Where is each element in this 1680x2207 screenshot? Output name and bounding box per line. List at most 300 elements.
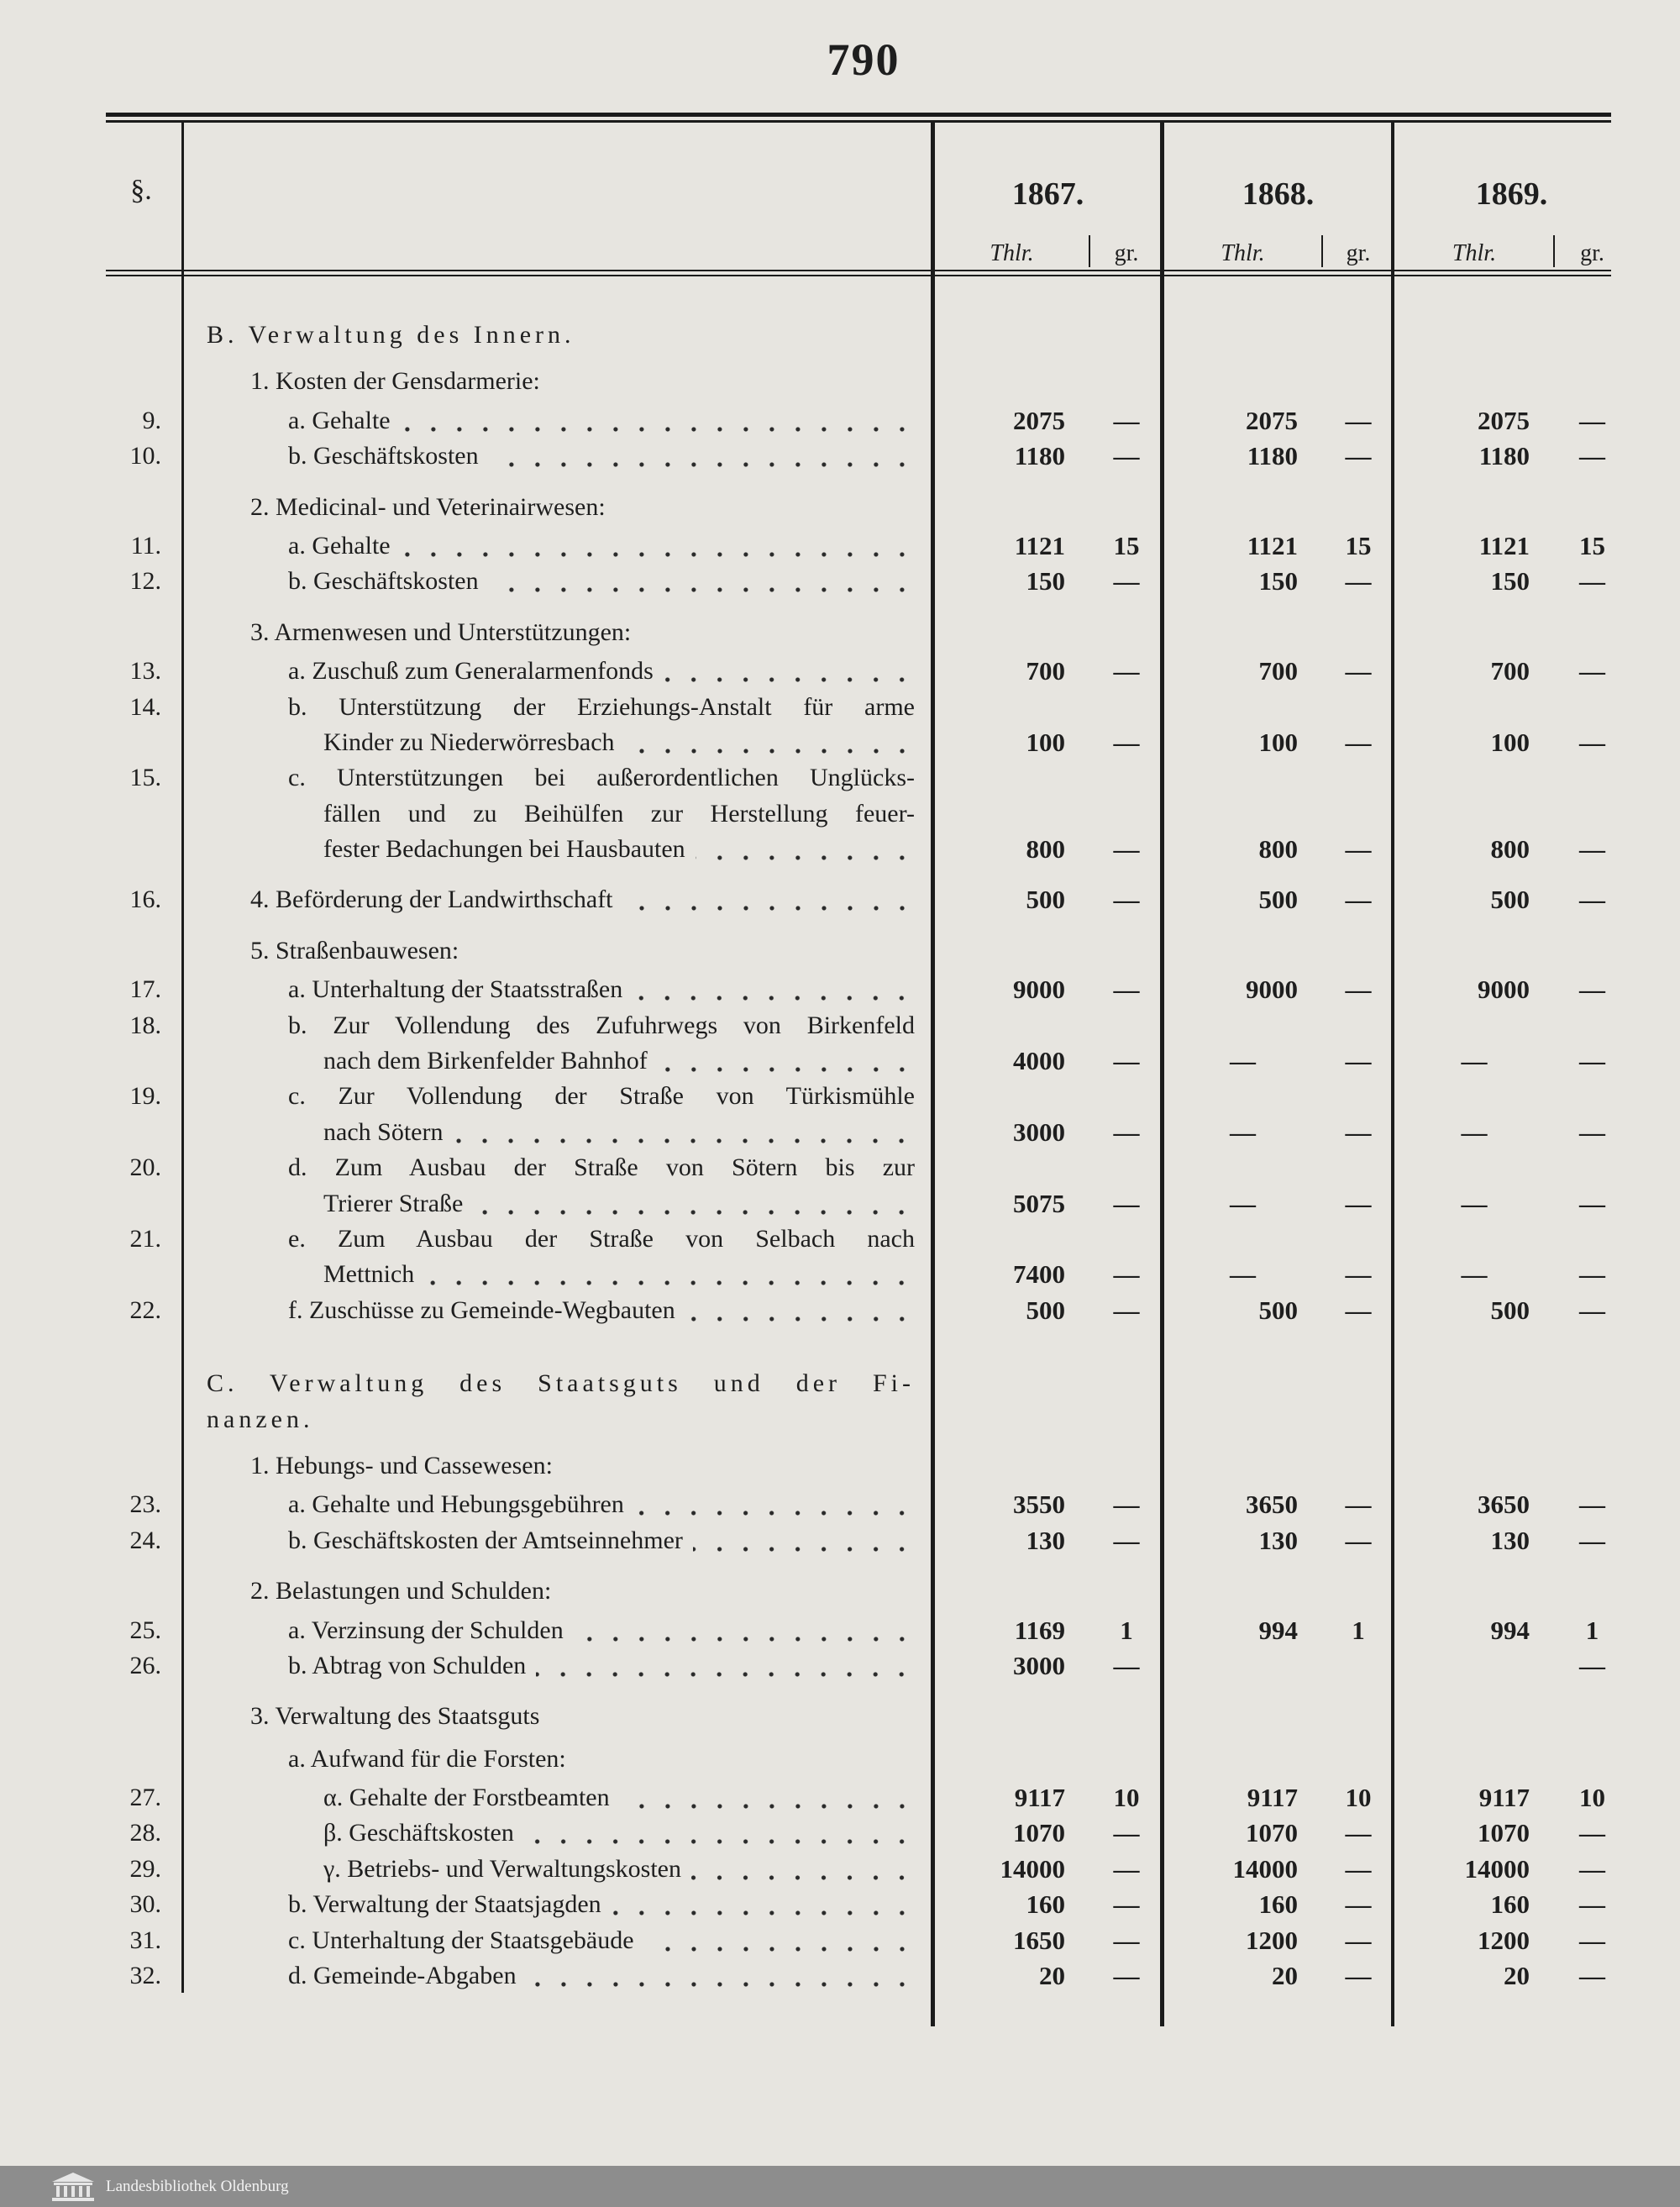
description-text: Kinder zu Niederwörresbach [323,728,615,756]
paragraph-number: 26. [129,1651,161,1679]
library-name: Landesbibliothek Oldenburg [106,2178,289,2195]
row-description [183,564,933,599]
description-line [183,1186,915,1222]
description-line [183,725,915,760]
budget-row [0,1008,1630,1080]
budget-row [0,1923,1630,1958]
description-line [183,439,915,474]
amount-1869-groschen: — [1579,834,1605,864]
amount-1868-groschen: 10 [1345,1783,1372,1813]
description-text: c. Zur Vollendung der Straße von Türkismühle [288,1082,915,1111]
amount-1867-thaler: 800 [1026,834,1065,864]
description-text: a. Verzinsung der Schulden [288,1616,564,1644]
description-line [183,615,915,650]
leader-dots [401,528,915,564]
amount-1868-groschen: — [1345,1853,1372,1884]
subsection-heading [0,1448,1630,1484]
amount-1869-groschen: — [1579,441,1605,471]
amount-1867-thaler: 1650 [1013,1925,1065,1955]
amount-1867-groschen: — [1113,1889,1140,1920]
description-text: c. Unterstützungen bei außerordentlichen Unglücks- [288,764,915,792]
amount-1867-groschen: — [1113,1525,1140,1555]
description-line [183,1852,915,1887]
amount-1868-groschen: — [1345,1889,1372,1920]
paragraph-number: 16. [129,885,161,914]
amount-1868-groschen: — [1345,1818,1372,1848]
budget-row [0,1293,1630,1328]
amount-1869-groschen: — [1579,566,1605,596]
amount-1868-thaler: 800 [1258,834,1298,864]
year-header-1868: 1868. [1242,176,1315,212]
leader-dots [685,1293,915,1328]
row-description [183,1079,933,1150]
amount-1868-thaler: 994 [1258,1615,1298,1645]
amount-1868-groschen: 1 [1352,1615,1365,1645]
amount-1868-groschen: — [1345,441,1372,471]
amount-1869-thaler [1394,1648,1555,1684]
description-text: 4. Beförderung der Landwirthschaft [250,885,613,914]
amount-1867-groschen: — [1113,885,1140,915]
description-line [183,1402,915,1437]
amount-1867-thaler: 7400 [1013,1259,1065,1290]
budget-row [0,760,1630,867]
subsection-heading [0,490,1630,525]
paragraph-number: 25. [129,1616,161,1644]
amount-1869-thaler: — [1461,1188,1488,1218]
paragraph-number [0,1448,183,1484]
leader-dots [453,1115,915,1150]
amount-1867-thaler: 20 [1039,1961,1065,1991]
amount-1868-thaler: 160 [1258,1889,1298,1920]
page-number: 790 [827,34,900,85]
description-text: Trierer Straße [323,1189,464,1217]
budget-row [0,690,1630,761]
row-description [183,1780,933,1816]
description-line [183,364,915,399]
paragraph-number [0,318,183,353]
description-line [183,972,915,1007]
description-text: c. Unterhaltung der Staatsgebäude [288,1926,634,1954]
amount-1868-thaler: 130 [1258,1525,1298,1555]
amount-1869-groschen: 10 [1579,1783,1605,1813]
description-text: a. Gehalte [288,531,391,560]
amount-1867-groschen: — [1113,727,1140,757]
description-line [183,1648,915,1684]
unit-thaler-label-1867: Thlr. [990,240,1034,266]
amount-1869-thaler: 14000 [1464,1853,1530,1884]
description-text: a. Unterhaltung der Staatsstraßen [288,975,623,1004]
budget-row [0,654,1630,689]
amount-1868-thaler: 500 [1258,885,1298,915]
budget-row [0,1523,1630,1558]
amount-1868-thaler: 100 [1258,727,1298,757]
description-text: β. Geschäftskosten [323,1819,514,1847]
amount-1868-thaler: 2075 [1246,405,1298,435]
amount-1868-groschen: — [1345,566,1372,596]
library-building-icon [49,2171,97,2203]
amount-1869-thaler: 500 [1490,1295,1530,1325]
description-line [183,690,915,725]
description-line [183,1222,915,1257]
leader-dots [691,1852,915,1887]
leader-dots [634,1487,915,1522]
leader-dots [633,972,915,1007]
amount-1868-thaler: 1180 [1247,441,1298,471]
description-text: d. Zum Ausbau der Straße von Sötern bis zur [288,1153,915,1182]
paragraph-number [0,933,183,969]
unit-thaler-label-1868: Thlr. [1221,240,1265,266]
row-description [183,933,933,969]
amount-1869-thaler: 500 [1490,885,1530,915]
description-text: 3. Armenwesen und Unterstützungen: [250,617,632,646]
header-rule-lower [106,275,1611,276]
paragraph-number [0,1574,183,1609]
amount-1867-groschen: — [1113,1650,1140,1680]
amount-1868-groschen: — [1345,656,1372,686]
budget-row [0,403,1630,439]
row-description [183,1613,933,1648]
amount-1869-groschen: 1 [1585,1615,1599,1645]
paragraph-number: 21. [129,1224,161,1253]
description-text: a. Zuschuß zum Generalarmenfonds [288,657,654,686]
description-text: b. Unterstützung der Erziehungs-Anstalt für arme [288,692,915,721]
amount-1867-thaler: 130 [1026,1525,1065,1555]
row-description [183,1293,933,1328]
amount-1869-groschen: — [1579,1490,1605,1520]
description-text: α. Gehalte der Forstbeamten [323,1784,610,1812]
amount-1869-groschen: — [1579,1188,1605,1218]
amount-1869-groschen: — [1579,1259,1605,1290]
amount-1867-thaler: 1180 [1014,441,1065,471]
amount-1867-thaler: 500 [1026,1295,1065,1325]
amount-1869-thaler: 100 [1490,727,1530,757]
paragraph-number [0,615,183,650]
amount-1867-thaler: 3000 [1013,1650,1065,1680]
paragraph-number: 20. [129,1153,161,1182]
amount-1869-thaler: 2075 [1478,405,1530,435]
budget-row [0,1648,1630,1684]
amount-1868-thaler: 1070 [1246,1818,1298,1848]
description-text: nanzen. [207,1405,314,1433]
amount-1869-thaler: 20 [1504,1961,1530,1991]
amount-1867-groschen: 10 [1113,1783,1140,1813]
amount-1867-thaler: 9000 [1013,975,1065,1005]
amount-1868-thaler: 150 [1258,566,1298,596]
budget-row [0,439,1630,474]
amount-1869-groschen: — [1579,1889,1605,1920]
amount-1867-thaler: 1121 [1014,530,1065,560]
amount-1869-thaler: 994 [1490,1615,1530,1645]
amount-1869-thaler: — [1461,1046,1488,1076]
amount-1869-groschen: 15 [1579,530,1605,560]
row-description [183,972,933,1007]
description-text: 2. Belastungen und Schulden: [250,1577,552,1605]
description-text: γ. Betriebs- und Verwaltungskosten [323,1854,681,1883]
paragraph-number [0,1742,183,1777]
amount-1867-groschen: — [1113,1295,1140,1325]
row-description [183,760,933,867]
row-description [183,1887,933,1922]
unit-thaler-label-1869: Thlr. [1452,240,1497,266]
row-description [183,690,933,761]
description-line [183,882,915,917]
paragraph-number: 22. [129,1295,161,1324]
budget-row [0,1487,1630,1522]
amount-1868-groschen: 15 [1345,530,1372,560]
top-rule-thin [106,120,1611,123]
description-text: a. Gehalte [288,406,391,434]
description-line [183,1613,915,1648]
description-line [183,1257,915,1292]
description-line [183,318,915,353]
paragraph-number: 29. [129,1854,161,1883]
amount-1867-groschen: 15 [1113,530,1140,560]
description-line [183,1780,915,1816]
amount-1868-thaler: — [1230,1046,1256,1076]
description-line [183,1448,915,1484]
leader-dots [693,1523,915,1558]
leader-dots [664,654,915,689]
row-description [183,439,933,474]
amount-1867-thaler: 1070 [1013,1818,1065,1848]
amount-1868-thaler: 1121 [1247,530,1298,560]
amount-1867-thaler: 500 [1026,885,1065,915]
amount-1869-thaler: 130 [1490,1525,1530,1555]
leader-dots [625,725,915,760]
amount-1867-groschen: — [1113,1188,1140,1218]
leader-dots [524,1816,915,1851]
amount-1867-groschen: — [1113,1046,1140,1076]
budget-row [0,1150,1630,1222]
row-description [183,490,933,525]
description-text: Mettnich [323,1260,415,1289]
row-description [183,882,933,917]
description-text: f. Zuschüsse zu Gemeinde-Wegbauten [288,1295,675,1324]
amount-1868-thaler: — [1230,1259,1256,1290]
description-text: b. Geschäftskosten der Amtseinnehmer [288,1526,683,1554]
description-line [183,1923,915,1958]
leader-dots [612,1887,915,1922]
amount-1868-thaler: — [1230,1117,1256,1147]
amount-1869-thaler: 800 [1490,834,1530,864]
row-description [183,1487,933,1522]
description-text: C. Verwaltung des Staatsguts und der Fi- [207,1369,915,1398]
amount-1868-groschen: — [1345,885,1372,915]
amount-1869-groschen: — [1579,1117,1605,1147]
amount-1867-groschen: — [1113,1925,1140,1955]
row-description [183,1699,933,1734]
amount-1867-thaler: 5075 [1013,1188,1065,1218]
budget-row [0,1079,1630,1150]
leader-dots [620,1780,915,1816]
header-rule-upper [106,270,1611,271]
amount-1867-groschen: — [1113,1259,1140,1290]
amount-1869-thaler: 160 [1490,1889,1530,1920]
amount-1869-groschen: — [1579,1650,1605,1680]
leader-dots [527,1958,915,1994]
amount-1869-thaler: 9000 [1478,975,1530,1005]
amount-1869-groschen: — [1579,975,1605,1005]
amount-1869-groschen: — [1579,1925,1605,1955]
description-line [183,528,915,564]
row-description [183,1923,933,1958]
amount-1867-groschen: — [1113,441,1140,471]
amount-1869-thaler: 9117 [1478,1783,1530,1813]
amount-1868-groschen: — [1345,1925,1372,1955]
leader-dots [401,403,915,439]
row-description [183,1448,933,1484]
amount-1867-groschen: — [1113,1818,1140,1848]
year-header-1869: 1869. [1475,176,1548,212]
description-text: nach dem Birkenfelder Bahnhof [323,1047,648,1075]
amount-1867-thaler: 3550 [1013,1490,1065,1520]
description-text: fester Bedachungen bei Hausbauten [323,835,685,864]
amount-1868-thaler: 500 [1258,1295,1298,1325]
paragraph-number [0,364,183,399]
description-line [183,1523,915,1558]
description-line [183,1079,915,1114]
row-description [183,1742,933,1777]
amount-1867-groschen: 1 [1120,1615,1133,1645]
row-description [183,403,933,439]
amount-1869-groschen: — [1579,656,1605,686]
budget-row [0,528,1630,564]
description-text: 3. Verwaltung des Staatsguts [250,1702,540,1731]
paragraph-number [0,1366,183,1401]
amount-1868-thaler: 9000 [1246,975,1298,1005]
description-text: e. Zum Ausbau der Straße von Selbach nach [288,1224,915,1253]
description-text: 1. Hebungs- und Cassewesen: [250,1451,553,1479]
amount-1869-groschen: — [1579,727,1605,757]
unit-groschen-label-1868: gr. [1346,240,1371,266]
leader-dots [424,1257,915,1292]
amount-1868-groschen: — [1345,1490,1372,1520]
row-description [183,318,933,353]
amount-1869-thaler: 1200 [1478,1925,1530,1955]
amount-1869-thaler: 3650 [1478,1490,1530,1520]
paragraph-number: 17. [129,975,161,1004]
amount-1867-groschen: — [1113,656,1140,686]
description-line [183,796,915,832]
description-text: a. Gehalte und Hebungsgebühren [288,1490,624,1519]
paragraph-number: 27. [129,1784,161,1812]
amount-1868-groschen: — [1345,834,1372,864]
amount-1869-groschen: — [1579,885,1605,915]
amount-1867-thaler: 9117 [1014,1783,1065,1813]
description-line [183,1699,915,1734]
unit-groschen-label-1869: gr. [1580,240,1604,266]
description-line [183,832,915,867]
description-text: d. Gemeinde-Abgaben [288,1962,517,1990]
paragraph-number: 23. [129,1490,161,1519]
amount-1869-thaler: 700 [1490,656,1530,686]
paragraph-number: 15. [129,764,161,792]
row-description [183,364,933,399]
amount-1868-thaler: 9117 [1247,1783,1298,1813]
amount-1867-groschen: — [1113,1490,1140,1520]
amount-1869-thaler: 1121 [1478,530,1530,560]
amount-1867-groschen: — [1113,834,1140,864]
amount-1869-groschen: — [1579,1295,1605,1325]
paragraph-number: 31. [129,1926,161,1954]
description-line [183,403,915,439]
row-description [183,528,933,564]
description-line [183,654,915,689]
row-description [183,1574,933,1609]
budget-row [0,1222,1630,1293]
row-description [183,1958,933,1994]
description-text: 1. Kosten der Gensdarmerie: [250,367,540,396]
section-heading [0,318,1630,353]
amount-1867-groschen: — [1113,566,1140,596]
subsection-heading [0,615,1630,650]
description-text: b. Verwaltung der Staatsjagden [288,1890,601,1919]
amount-1869-groschen: — [1579,1961,1605,1991]
paragraph-number: 14. [129,692,161,721]
amount-1867-groschen: — [1113,1853,1140,1884]
amount-1867-groschen: — [1113,975,1140,1005]
budget-row [0,1887,1630,1922]
description-line [183,1887,915,1922]
paragraph-number: 32. [129,1962,161,1990]
budget-row [0,1958,1630,1994]
description-text: 2. Medicinal- und Veterinairwesen: [250,492,606,521]
description-line [183,1958,915,1994]
leader-dots [489,439,915,474]
budget-row [0,972,1630,1007]
paragraph-number: 28. [129,1819,161,1847]
budget-row [0,564,1630,599]
amount-1869-thaler: 1180 [1478,441,1530,471]
amount-1868-groschen: — [1345,1117,1372,1147]
budget-row [0,1816,1630,1851]
leader-dots [473,1186,915,1222]
description-text: b. Zur Vollendung des Zufuhrwegs von Birkenfeld [288,1011,915,1039]
amount-1868-groschen: — [1345,1188,1372,1218]
leader-dots [696,832,915,867]
subsection-heading [0,1699,1630,1734]
description-line [183,490,915,525]
unit-groschen-label-1867: gr. [1114,240,1139,266]
description-line [183,1742,915,1777]
paragraph-number [0,490,183,525]
description-line [183,1008,915,1043]
paragraph-number [0,1699,183,1734]
description-text: a. Aufwand für die Forsten: [288,1744,566,1773]
amount-1868-groschen: — [1345,405,1372,435]
row-description [183,1523,933,1558]
paragraph-number: 13. [129,657,161,686]
budget-table-body [0,277,1630,1994]
row-description [183,1816,933,1851]
budget-row [0,1780,1630,1816]
amount-1867-groschen: — [1113,405,1140,435]
amount-1869-groschen: — [1579,1525,1605,1555]
amount-1868-groschen: — [1345,727,1372,757]
row-description [183,1008,933,1080]
description-text: fällen und zu Beihülfen zur Herstellung feuer- [323,799,915,828]
amount-1868-thaler [1163,1648,1323,1684]
amount-1867-groschen: — [1113,1117,1140,1147]
paragraph-number: 19. [129,1082,161,1111]
amount-1868-groschen: — [1345,1525,1372,1555]
row-description [183,1648,933,1684]
amount-1868-thaler: 14000 [1232,1853,1298,1884]
subsection-heading [0,1574,1630,1609]
amount-1868-thaler: — [1230,1188,1256,1218]
description-line [183,1487,915,1522]
amount-1867-thaler: 150 [1026,566,1065,596]
